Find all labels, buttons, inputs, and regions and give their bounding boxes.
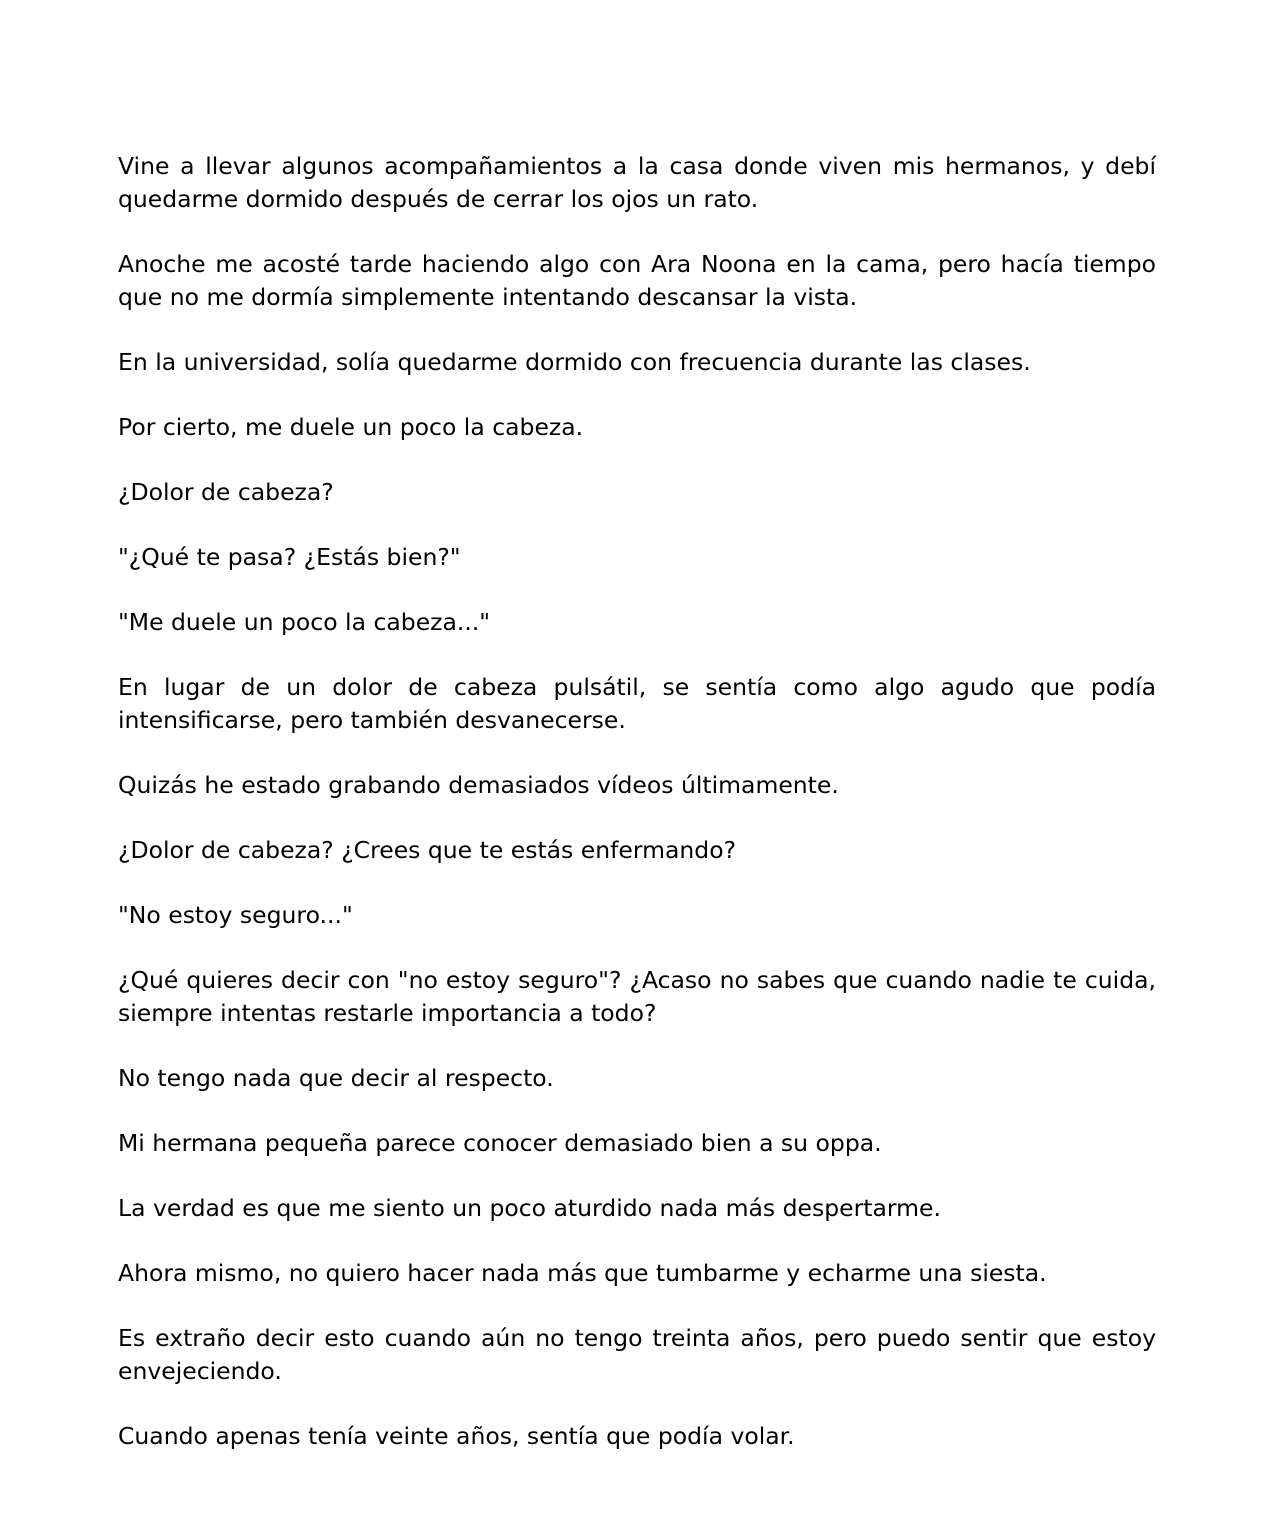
paragraph-7: "Me duele un poco la cabeza..."	[118, 608, 491, 636]
document-page	[118, 150, 1156, 1485]
paragraph-17: Es extraño decir esto cuando aún no tengo treinta años, pero puedo sentir que estoy envejeciendo.	[118, 1324, 1156, 1385]
paragraph-5: ¿Dolor de cabeza?	[118, 478, 334, 506]
paragraph-3: En la universidad, solía quedarme dormido con frecuencia durante las clases.	[118, 348, 1031, 376]
paragraph-11: "No estoy seguro..."	[118, 901, 353, 929]
paragraph-16: Ahora mismo, no quiero hacer nada más que tumbarme y echarme una siesta.	[118, 1259, 1047, 1287]
paragraph-10: ¿Dolor de cabeza? ¿Crees que te estás enfermando?	[118, 836, 737, 864]
paragraph-8: En lugar de un dolor de cabeza pulsátil, se sentía como algo agudo que podía intensificarse, pero también desvanecerse.	[118, 673, 1156, 734]
paragraph-15: La verdad es que me siento un poco aturdido nada más despertarme.	[118, 1194, 941, 1222]
paragraph-2: Anoche me acosté tarde haciendo algo con Ara Noona en la cama, pero hacía tiempo que no me dormía simplemente intentando descansar la vista.	[118, 250, 1156, 311]
paragraph-4: Por cierto, me duele un poco la cabeza.	[118, 413, 584, 441]
paragraph-1: Vine a llevar algunos acompañamientos a la casa donde viven mis hermanos, y debí quedarme dormido después de cerrar los ojos un rato.	[118, 152, 1156, 213]
paragraph-9: Quizás he estado grabando demasiados vídeos últimamente.	[118, 771, 839, 799]
paragraph-13: No tengo nada que decir al respecto.	[118, 1064, 554, 1092]
paragraph-12: ¿Qué quieres decir con "no estoy seguro"? ¿Acaso no sabes que cuando nadie te cuida, siempre intentas restarle importancia a todo?	[118, 966, 1156, 1027]
paragraph-18: Cuando apenas tenía veinte años, sentía que podía volar.	[118, 1422, 795, 1450]
paragraph-14: Mi hermana pequeña parece conocer demasiado bien a su oppa.	[118, 1129, 882, 1157]
paragraph-6: "¿Qué te pasa? ¿Estás bien?"	[118, 543, 461, 571]
